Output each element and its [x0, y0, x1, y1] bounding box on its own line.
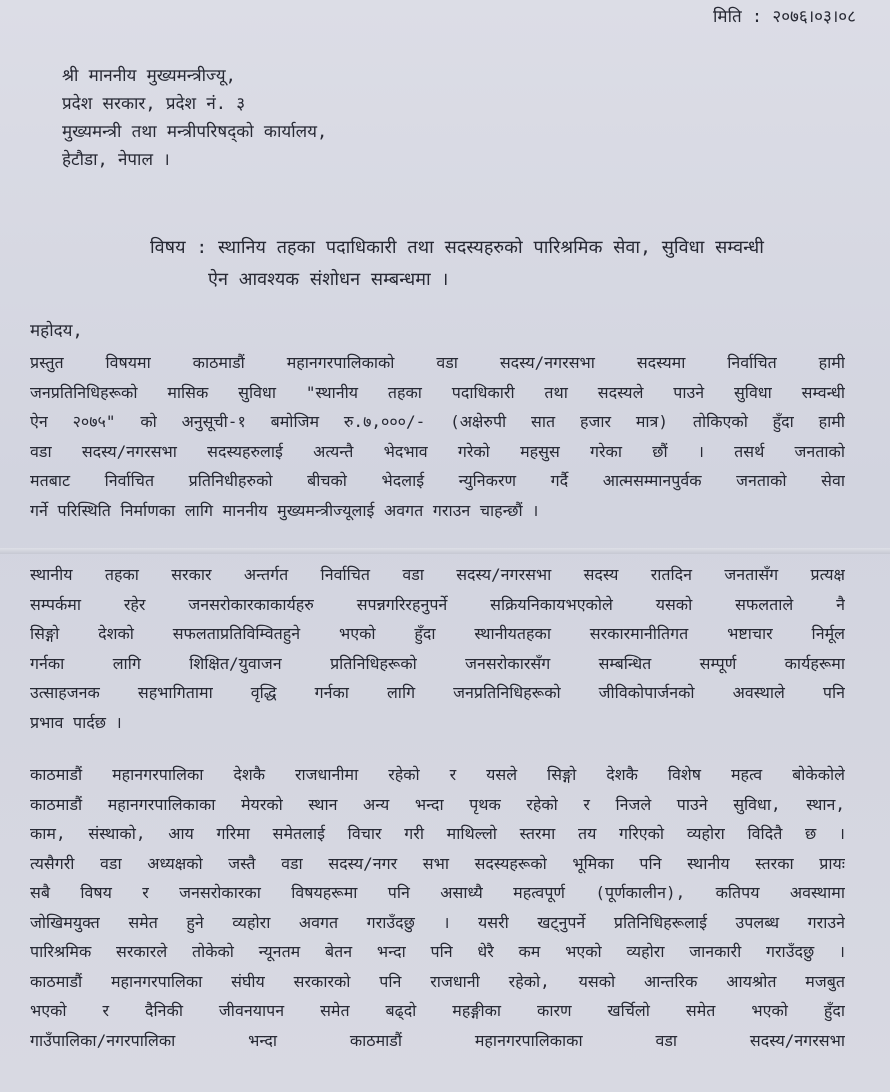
text-line: उत्साहजनक सहभागितामा वृद्धि गर्नका लागि जनप्रतिनिधिहरूको जीविकोपार्जनको अवस्थाले पनि [30, 683, 845, 702]
text-line: प्रभाव पार्दछ । [30, 712, 122, 732]
subject-line: ऐन आवश्यक संशोधन सम्बन्धमा । [208, 269, 449, 290]
salutation: महोदय, [30, 321, 83, 341]
recipient-address [62, 62, 327, 174]
text-line: त्यसैगरी वडा अध्यक्षको जस्तै वडा सदस्य/नगर सभा सदस्यहरूको भूमिका पनि स्थानीय स्तरका प्रायः [30, 853, 845, 873]
text-line: गर्ने परिस्थिति निर्माणका लागि माननीय मुख्यमन्त्रीज्यूलाई अवगत गराउन चाहन्छौं । [30, 500, 539, 520]
text-line: गर्नका लागि शिक्षित/युवाजन प्रतिनिधिहरूको जनसरोकारसँग सम्बन्धित सम्पूर्ण कार्यहरूमा [30, 653, 845, 673]
text-line: काठमाडौं महानगरपालिका देशकै राजधानीमा रहेको र यसले सिङ्गो देशकै विशेष महत्व बोकेकोले [30, 765, 845, 784]
text-line: पारिश्रमिक सरकारले तोकेको न्यूनतम बेतन भन्दा पनि धेरै कम भएको व्यहोरा जानकारी गराउँदछु । [30, 942, 845, 961]
text-line: भएको र दैनिकी जीवनयापन समेत बढ्दो महङ्गीका कारण खर्चिलो समेत भएको हुँदा [30, 1001, 845, 1020]
paragraph-3 [30, 760, 845, 1055]
text-line: सिङ्गो देशको सफलताप्रतिविम्वितहुने भएको हुँदा स्थानीयतहका सरकारमानीतिगत भष्टाचार निर्मूल [30, 624, 845, 643]
text-line: काम, संस्थाको, आय गरिमा समेतलाई विचार गरी माथिल्लो स्तरमा तय गरिएको व्यहोरा विदितै छ । [30, 824, 845, 843]
letter-date: मिति : २०७६।०३।०८ [713, 7, 856, 27]
paragraph-2 [30, 560, 845, 737]
address-line: श्री माननीय मुख्यमन्त्रीज्यू, [62, 66, 236, 86]
text-line: काठमाडौं महानगरपालिका संघीय सरकारको पनि राजधानी रहेको, यसको आन्तरिक आयश्रोत मजबुत [30, 971, 845, 991]
text-line: गाउँपालिका/नगरपालिका भन्दा काठमाडौं महानगरपालिकाका वडा सदस्य/नगरसभा [30, 1030, 845, 1050]
text-line: जनप्रतिनिधिहरूको मासिक सुविधा "स्थानीय तहका पदाधिकारी तथा सदस्यले पाउने सुविधा सम्वन्धी [30, 382, 845, 402]
text-line: ऐन २०७५" को अनुसूची-१ बमोजिम रु.७,०००/- (अक्षेरुपी सात हजार मात्र) तोकिएको हुँदा हामी [30, 412, 845, 431]
paper-fold [0, 548, 890, 554]
text-line: स्थानीय तहका सरकार अन्तर्गत निर्वाचित वडा सदस्य/नगरसभा सदस्य रातदिन जनतासँग प्रत्यक्ष [30, 565, 845, 584]
subject-line: विषय : स्थानिय तहका पदाधिकारी तथा सदस्यहरुको पारिश्रमिक सेवा, सुविधा सम्वन्धी [150, 237, 764, 258]
subject-block [150, 232, 855, 296]
address-line: मुख्यमन्त्री तथा मन्त्रीपरिषद्को कार्यालय, [62, 122, 328, 142]
text-line: वडा सदस्य/नगरसभा सदस्यहरुलाई अत्यन्तै भेदभाव गरेको महसुस गरेका छौं । तसर्थ जनताको [30, 441, 845, 461]
paragraph-1 [30, 348, 845, 525]
address-line: हेटौडा, नेपाल । [62, 150, 170, 170]
address-line: प्रदेश सरकार, प्रदेश नं. ३ [62, 94, 246, 114]
text-line: प्रस्तुत विषयमा काठमाडौं महानगरपालिकाको वडा सदस्य/नगरसभा सदस्यमा निर्वाचित हामी [30, 353, 845, 372]
text-line: काठमाडौं महानगरपालिकाका मेयरको स्थान अन्य भन्दा पृथक रहेको र निजले पाउने सुविधा, स्थान, [30, 794, 845, 814]
text-line: सबै विषय र जनसरोकारका विषयहरूमा पनि असाध्यै महत्वपूर्ण (पूर्णकालीन), कतिपय अवस्थामा [30, 883, 845, 902]
text-line: सम्पर्कमा रहेर जनसरोकारकाकार्यहरु सपन्नगरिरहनुपर्ने सक्रियनिकायभएकोले यसको सफलताले नै [30, 594, 845, 614]
text-line: जोखिमयुक्त समेत हुने व्यहोरा अवगत गराउँदछु । यसरी खट्नुपर्ने प्रतिनिधिहरूलाई उपलब्ध गराउने [30, 912, 845, 932]
text-line: मतबाट निर्वाचित प्रतिनिधीहरुको बीचको भेदलाई न्युनिकरण गर्दै आत्मसम्मानपुर्वक जनताको सेवा [30, 471, 845, 490]
